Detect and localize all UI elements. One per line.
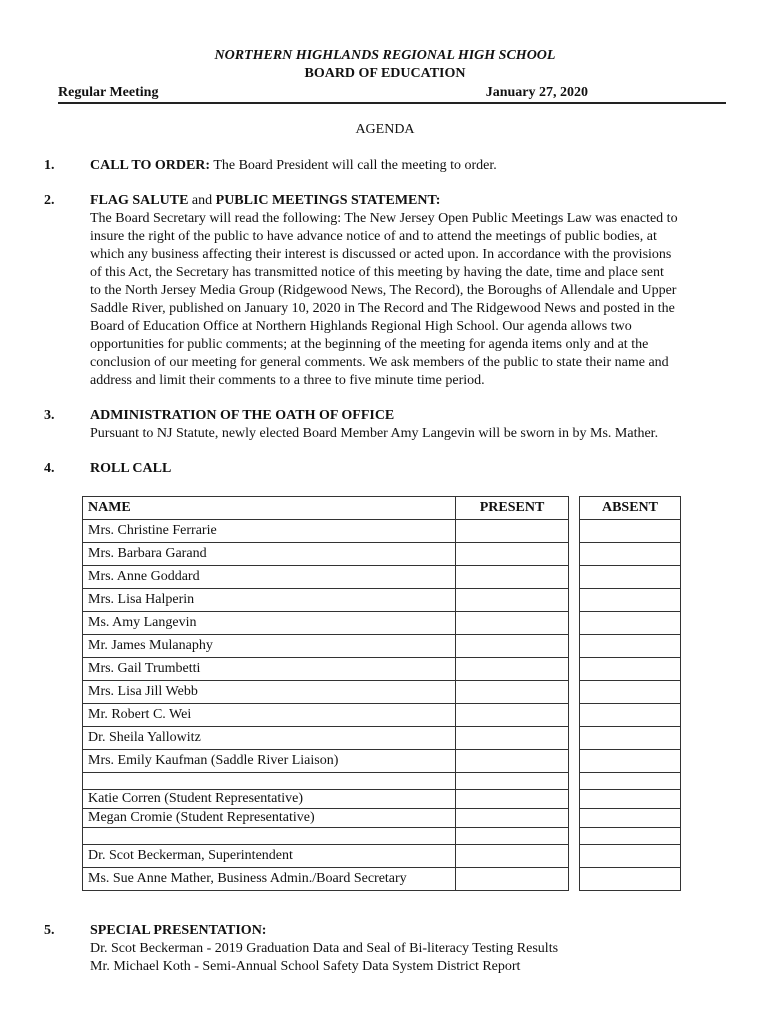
column-gap <box>569 589 580 612</box>
column-header-absent: ABSENT <box>580 497 681 520</box>
statement-line: of this Act, the Secretary has transmitted notice of this meeting by having the date, time and place sent <box>90 265 664 280</box>
statement-line: opportunities for public comments; at the beginning of the meeting for agenda items only and at the <box>90 337 649 352</box>
table-row <box>83 750 681 773</box>
item-heading: SPECIAL PRESENTATION: <box>90 923 267 938</box>
table-row <box>83 658 681 681</box>
present-cell <box>456 566 569 589</box>
table-row <box>83 520 681 543</box>
column-header-present: PRESENT <box>456 497 569 520</box>
column-gap <box>569 704 580 727</box>
table-row <box>83 809 681 828</box>
member-name: Mrs. Barbara Garand <box>83 543 456 566</box>
column-gap <box>569 809 580 828</box>
table-row <box>83 790 681 809</box>
statement-line: conclusion of our meeting for general comments. We ask members of the public to state their name and <box>90 355 669 370</box>
column-gap <box>569 790 580 809</box>
column-gap <box>569 845 580 868</box>
statement-line: insure the right of the public to have advance notice of and to attend the meetings of public bodies, at <box>90 229 657 244</box>
column-header-name: NAME <box>83 497 456 520</box>
absent-cell <box>580 543 681 566</box>
item-heading: ADMINISTRATION OF THE OATH OF OFFICE <box>90 408 395 423</box>
present-cell <box>456 543 569 566</box>
item-heading: ROLL CALL <box>90 461 172 476</box>
absent-cell <box>580 520 681 543</box>
absent-cell <box>580 750 681 773</box>
item-text: The Board President will call the meeting to order. <box>210 158 497 173</box>
present-cell <box>456 635 569 658</box>
table-row <box>83 612 681 635</box>
present-cell <box>456 790 569 809</box>
absent-cell <box>580 809 681 828</box>
present-cell <box>456 658 569 681</box>
item-number: 1. <box>44 158 55 173</box>
table-row <box>83 868 681 891</box>
member-name: Mrs. Anne Goddard <box>83 566 456 589</box>
absent-cell <box>580 635 681 658</box>
school-name: NORTHERN HIGHLANDS REGIONAL HIGH SCHOOL <box>214 48 556 63</box>
meeting-row <box>58 84 726 104</box>
item-heading-joiner: and <box>188 193 216 208</box>
meeting-type: Regular Meeting <box>58 85 159 100</box>
member-name: Mr. Robert C. Wei <box>83 704 456 727</box>
administrator-name: Dr. Scot Beckerman, Superintendent <box>83 845 456 868</box>
present-cell <box>456 589 569 612</box>
absent-cell <box>580 845 681 868</box>
agenda-title: AGENDA <box>355 122 415 137</box>
present-cell <box>456 868 569 891</box>
item-number: 3. <box>44 408 55 423</box>
table-row <box>83 727 681 750</box>
table-row <box>83 543 681 566</box>
table-row <box>83 845 681 868</box>
present-cell <box>456 612 569 635</box>
statement-line: to the North Jersey Media Group (Ridgewood News, The Record), the Boroughs of Allendale and Upper <box>90 283 677 298</box>
absent-cell <box>580 612 681 635</box>
present-cell <box>456 750 569 773</box>
item-number: 2. <box>44 193 55 208</box>
column-gap <box>569 543 580 566</box>
member-name: Mrs. Emily Kaufman (Saddle River Liaison) <box>83 750 456 773</box>
member-name: Mrs. Christine Ferrarie <box>83 520 456 543</box>
absent-cell <box>580 704 681 727</box>
column-gap <box>569 681 580 704</box>
present-cell <box>456 704 569 727</box>
table-header-row <box>83 497 681 520</box>
absent-cell <box>580 790 681 809</box>
table-spacer-row <box>83 773 681 790</box>
absent-cell <box>580 727 681 750</box>
column-gap <box>569 520 580 543</box>
table-row <box>83 635 681 658</box>
absent-cell <box>580 658 681 681</box>
table-spacer-row <box>83 828 681 845</box>
item-text: Pursuant to NJ Statute, newly elected Board Member Amy Langevin will be sworn in by Ms. Mather. <box>90 426 659 441</box>
member-name: Dr. Sheila Yallowitz <box>83 727 456 750</box>
table-row <box>83 566 681 589</box>
statement-line: Board of Education Office at Northern Highlands Regional High School. Our agenda allows two <box>90 319 632 334</box>
item-number: 4. <box>44 461 55 476</box>
present-cell <box>456 809 569 828</box>
present-cell <box>456 845 569 868</box>
column-gap <box>569 497 580 520</box>
absent-cell <box>580 681 681 704</box>
column-gap <box>569 750 580 773</box>
item-heading-secondary: PUBLIC MEETINGS STATEMENT: <box>215 193 441 208</box>
statement-line: which any business affecting their interest is discussed or acted upon. In accordance with the provisions <box>90 247 672 262</box>
member-name: Mrs. Lisa Jill Webb <box>83 681 456 704</box>
board-name: BOARD OF EDUCATION <box>304 66 466 81</box>
statement-line: The Board Secretary will read the following: The New Jersey Open Public Meetings Law was enacted to <box>90 211 678 226</box>
column-gap <box>569 868 580 891</box>
absent-cell <box>580 868 681 891</box>
statement-line: Saddle River, published on January 10, 2020 in The Record and The Ridgewood News and posted in the <box>90 301 675 316</box>
table-row <box>83 704 681 727</box>
member-name: Ms. Amy Langevin <box>83 612 456 635</box>
presentation-line: Dr. Scot Beckerman - 2019 Graduation Data and Seal of Bi-literacy Testing Results <box>90 941 559 956</box>
table-row <box>83 681 681 704</box>
present-cell <box>456 681 569 704</box>
present-cell <box>456 520 569 543</box>
public-meetings-statement <box>90 210 726 390</box>
absent-cell <box>580 589 681 612</box>
member-name: Mrs. Lisa Halperin <box>83 589 456 612</box>
roll-call-table <box>82 496 681 891</box>
column-gap <box>569 566 580 589</box>
absent-cell <box>580 566 681 589</box>
presentation-line: Mr. Michael Koth - Semi-Annual School Safety Data System District Report <box>90 959 521 974</box>
item-heading: CALL TO ORDER: <box>90 158 211 173</box>
column-gap <box>569 658 580 681</box>
column-gap <box>569 727 580 750</box>
item-number: 5. <box>44 923 55 938</box>
item-heading: FLAG SALUTE <box>90 193 189 208</box>
column-gap <box>569 635 580 658</box>
table-row <box>83 589 681 612</box>
member-name: Mrs. Gail Trumbetti <box>83 658 456 681</box>
statement-line: address and limit their comments to a three to five minute time period. <box>90 373 485 388</box>
administrator-name: Ms. Sue Anne Mather, Business Admin./Board Secretary <box>83 868 456 891</box>
student-rep-name: Megan Cromie (Student Representative) <box>83 809 456 828</box>
column-gap <box>569 612 580 635</box>
present-cell <box>456 727 569 750</box>
meeting-date: January 27, 2020 <box>485 85 588 100</box>
student-rep-name: Katie Corren (Student Representative) <box>83 790 456 809</box>
member-name: Mr. James Mulanaphy <box>83 635 456 658</box>
